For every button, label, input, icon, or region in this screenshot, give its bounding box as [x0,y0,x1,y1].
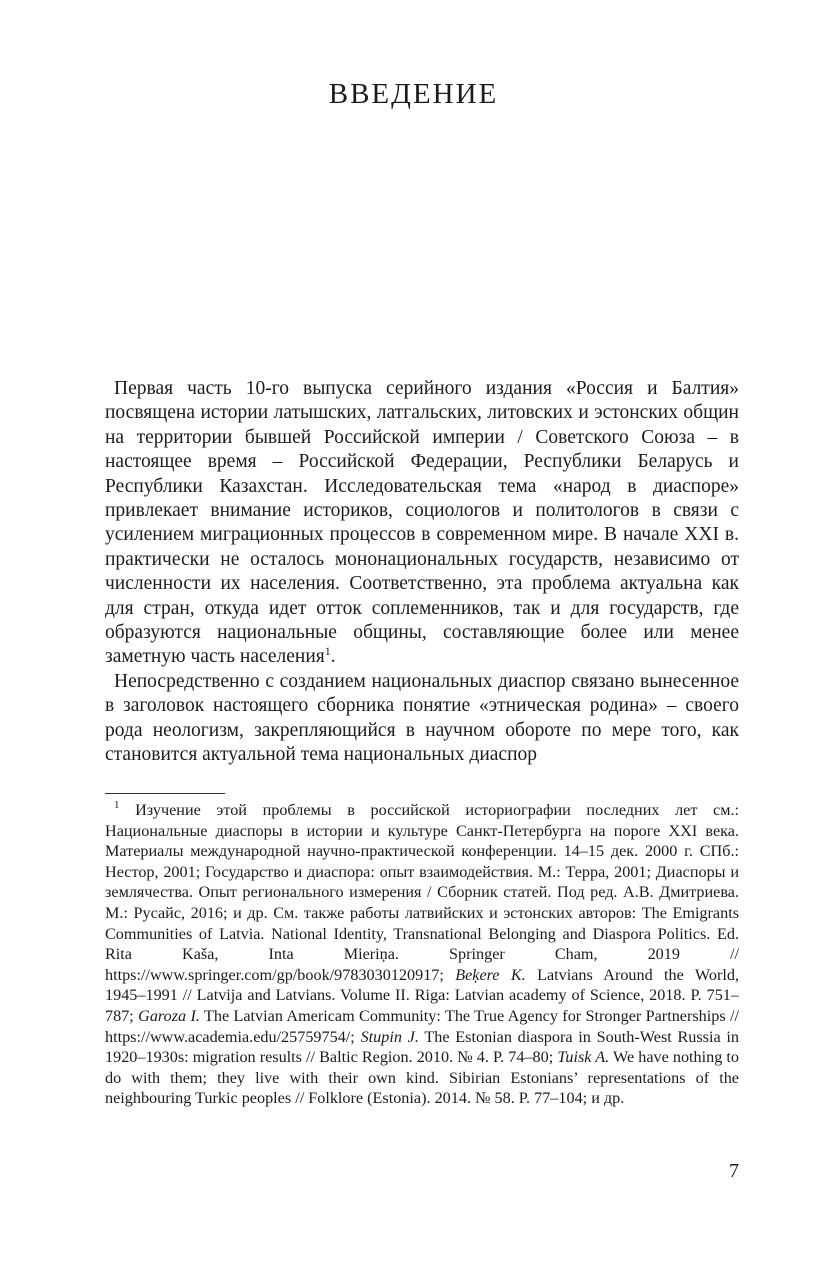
footnote-author-3: Stupin J. [360,1027,419,1046]
paragraph-1-text: Первая часть 10-го выпуска серийного издания «Россия и Балтия» посвящена истории латышских, латгальских, литовских и эстонских общин на территории бывшей Российской империи / Советского Союза – в настоящее время – Российской Федерации, Республики Беларусь и Республики Казахстан. Исследовательская тема «народ в диаспоре» привлекает внимание историков, социологов и политологов в связи с усилением миграционных процессов в современном мире. В начале XXI в. практически не осталось мононациональных государств, независимо от численности их населения. Соответственно, эта проблема актуальна как для стран, откуда идет отток соплеменников, так и для государств, где образуются национальные общины, составляющие более или менее заметную часть населения [105,378,739,668]
paragraph-2 [105,670,739,768]
page-number: 7 [729,1160,739,1182]
paragraph-1-end: . [330,646,336,668]
footnote-author-1: Beķere K. [455,965,526,984]
footnote-reference[interactable]: 1 [324,644,331,659]
main-text [105,377,739,768]
footnote-text-1: Изучение этой проблемы в российской историографии последних лет см.: Национальные диаспоры в истории и культуре Санкт-Петербурга на пороге XXI века. Материалы международной научно-практической конференции. 14–15 дек. 2000 г. СПб.: Нестор, 2001; Государство и диаспора: опыт взаимодействия. М.: Терра, 2001; Диаспоры и землячества. Опыт регионального измерения / Сборник статей. Под ред. А.В. Дмитриева. М.: Русайс, 2016; и др. См. также работы латвийских и эстонских авторов: The Emigrants Communities of Latvia. National Identity, Transnational Belonging and Diaspora Politics. Ed. Rita Kaša, Inta Mieriņa. Springer Cham, 2019 // https://www.springer.com/gp/book/9783030120917; [105,801,739,984]
footnote-text-5: We have nothing to do with them; they live with their own kind. Sibirian Estonians’ representations of the neighbouring Turkic peoples // Folklore (Estonia). 2014. № 58. P. 77–104; и др. [105,1048,739,1108]
footnote-mark: 1 [114,799,120,811]
footnote-text-2: Latvians Around the World, 1945–1991 // Latvija and Latvians. Volume II. Riga: Latvian academy of Science, 2018. P. 751–787; [105,965,739,1025]
footnote-author-4: Tuisk A. [557,1048,610,1067]
paragraph-2-text: Непосредственно с созданием национальных диаспор связано вынесенное в заголовок настоящего сборника понятие «этническая родина» – своего рода неологизм, закрепляющийся в научном обороте по мере того, как становится актуальной тема национальных диаспор [105,670,739,766]
footnotes [105,800,739,1109]
chapter-title: ВВЕДЕНИЕ [328,78,499,110]
paragraph-1 [105,377,739,670]
footnote-text-3: The Latvian Americam Community: The True Agency for Stronger Partnerships // https://www.academia.edu/25759754/; [105,1006,739,1046]
footnote-text-4: The Estonian diaspora in South-West Russia in 1920–1930s: migration results // Baltic Region. 2010. № 4. P. 74–80; [105,1027,739,1067]
footnote-author-2: Garoza I. [138,1006,200,1025]
footnote-1 [105,800,739,1109]
footnote-divider [105,793,225,794]
